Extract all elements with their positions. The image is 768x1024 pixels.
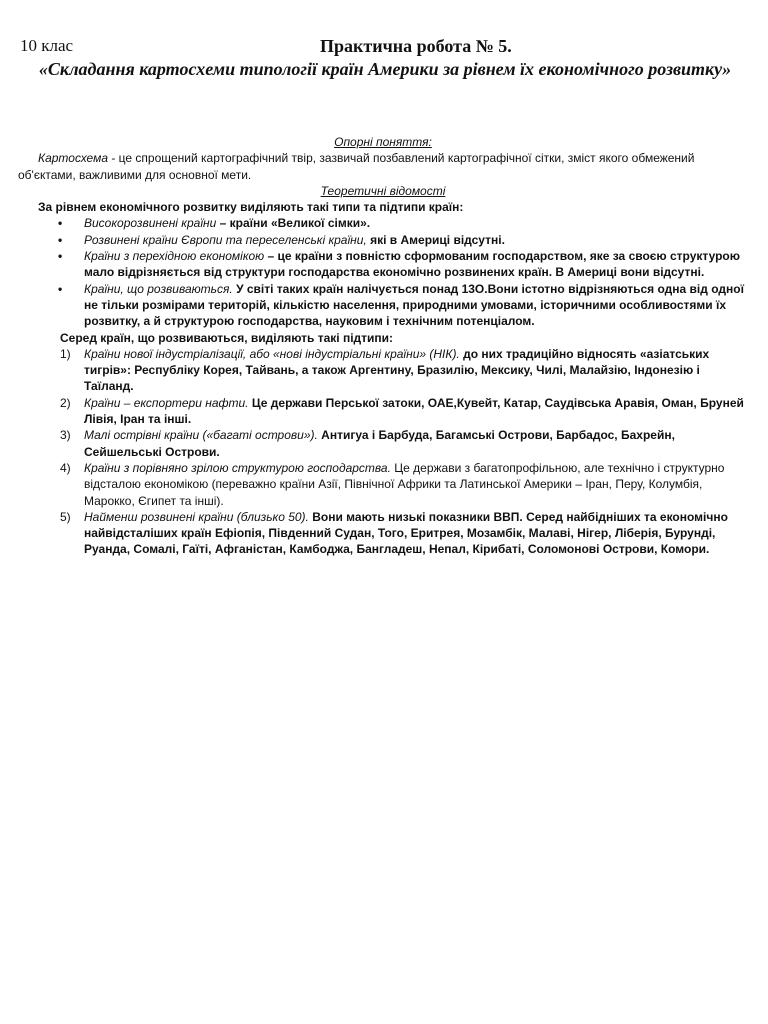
subtype-term: Країни – експортери нафти. [84, 395, 249, 410]
item-number: 4) [60, 460, 71, 475]
concept-term: Картосхема [38, 151, 108, 166]
list-item [18, 509, 748, 558]
grade-label: 10 клас [20, 36, 74, 55]
type-text: У світі таких країн налічується понад 13О.Вони істотно відрізняються одна від одної не тільки розмірами територій, кількістю населення, природними умовами, історичними особливостями їх розвитку, а й структурою господарства, науковим і технічним потенціалом. [84, 281, 744, 329]
subtype-text: Це держави з багатопрофільною, але технічно і структурно відсталою економікою (переважно країни Азії, Північної Африки та Латинської Америки – Іран, Перу, Колумбія, Марокко, Єгипет та інші). [84, 460, 725, 508]
item-number: 5) [60, 509, 71, 524]
type-text: – це країни з повністю сформованим господарством, яке за своєю структурою мало відрізняється від структури господарства економічно розвинених країн. В Америці вони відсутні. [84, 249, 740, 280]
list-item [18, 281, 748, 330]
list-item [18, 427, 748, 460]
concepts-heading: Опорні поняття: [334, 135, 432, 149]
subtypes-intro: Серед країн, що розвиваються, виділяють такі підтипи: [60, 330, 394, 345]
item-number: 2) [60, 395, 71, 410]
concept-text: - це спрощений картографічний твір, зазвичай позбавлений картографічної сітки, зміст якого обмежений об'єктами, важливими для основної мети. [18, 151, 695, 182]
list-item [18, 232, 748, 248]
item-number: 3) [60, 428, 71, 443]
country-types-list [18, 215, 748, 329]
subtype-term: Країни з порівняно зрілою структурою господарства. [84, 460, 391, 475]
work-title: Практична робота № 5. [320, 36, 512, 56]
type-term: Країни з перехідною економікою [84, 249, 265, 264]
list-item [18, 395, 748, 428]
list-item [18, 215, 748, 231]
subtypes-list [18, 346, 748, 558]
list-item [18, 460, 748, 509]
type-text: які в Америці відсутні. [366, 232, 505, 247]
type-term: Високорозвинені країни [84, 216, 217, 231]
bullet-icon: • [58, 232, 63, 247]
theory-heading: Теоретичні відомості [320, 183, 446, 198]
theory-intro: За рівнем економічного розвитку виділяють такі типи та підтипи країн: [38, 200, 464, 215]
work-subtitle: «Складання картосхеми типології країн Америки за рівнем їх економічного розвитку» [38, 59, 732, 79]
header [20, 36, 750, 58]
bullet-icon: • [58, 216, 63, 231]
item-number: 1) [60, 346, 71, 361]
subtype-text: до них традиційно відносять «азіатських тигрів»: Республіку Корея, Тайвань, а також Аргентину, Бразилію, Мексику, Чилі, Малайзію, Індонезію і Таїланд. [84, 346, 710, 394]
type-term: Країни, що розвиваються. [84, 281, 233, 296]
subtype-text: Антигуа і Барбуда, Багамські Острови, Барбадос, Бахрейн, Сейшельські Острови. [84, 428, 675, 459]
subtype-term: Малі острівні країни («багаті острови»). [84, 428, 318, 443]
subtype-text: Це держави Перської затоки, ОАЕ,Кувейт, Катар, Саудівська Аравія, Оман, Бруней Лівія, Іран та інші. [84, 395, 744, 427]
type-text: – країни «Великої сімки». [216, 216, 371, 231]
list-item [18, 346, 748, 395]
type-term: Розвинені країни Європи та переселенські країни, [84, 232, 367, 247]
document-body [18, 134, 748, 558]
bullet-icon: • [58, 249, 63, 264]
list-item [18, 248, 748, 281]
bullet-icon: • [58, 281, 63, 296]
subtype-term: Найменш розвинені країни (близько 50). [84, 509, 309, 524]
concept-definition [18, 150, 748, 183]
subtype-text: Вони мають низькі показники ВВП. Серед найбідніших та економічно найвідсталіших країн Ефіопія, Південний Судан, Того, Еритрея, Мозамбік, Малаві, Нігер, Ліберія, Бурунді, Руанда, Сомалі, Гаїті, Афганістан, Камбоджа, Бангладеш, Непал, Кірибаті, Соломонові Острови, Комори. [84, 509, 728, 557]
subtype-term: Країни нової індустріалізації, або «нові індустріальні країни» (НІК). [84, 346, 460, 361]
